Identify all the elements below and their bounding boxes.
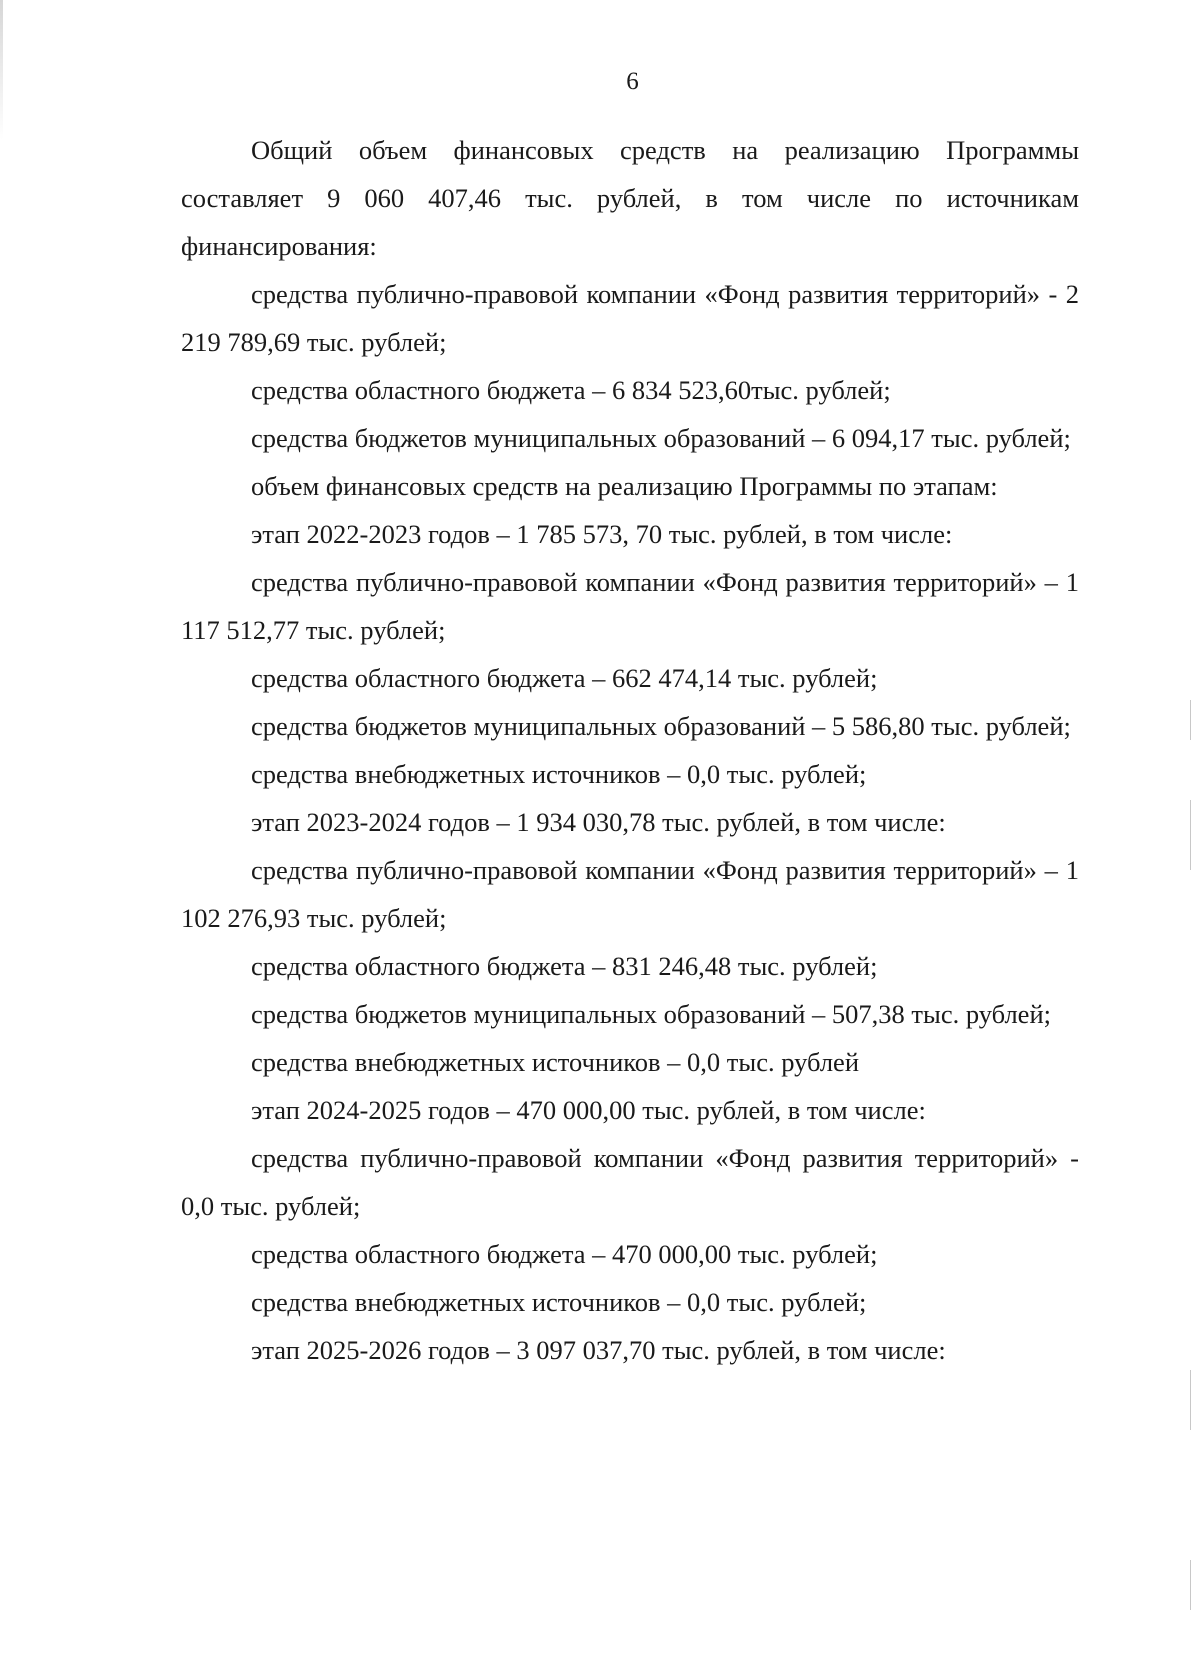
paragraph-stage1-municipal-budgets: средства бюджетов муниципальных образований – 5 586,80 тыс. рублей; <box>251 711 1071 741</box>
paragraph-total-funding: Общий объем финансовых средств на реализацию Программы составляет 9 060 407,46 тыс. рублей, в том числе по источникам финансирования: <box>181 135 1079 261</box>
paragraph-stage2-regional-budget: средства областного бюджета – 831 246,48 тыс. рублей; <box>251 951 878 981</box>
paragraph-stage3-fund-territories: средства публично-правовой компании «Фонд развития территорий» - 0,0 тыс. рублей; <box>181 1143 1079 1221</box>
paragraph-stage-2022-2023: этап 2022-2023 годов – 1 785 573, 70 тыс. рублей, в том числе: <box>251 519 953 549</box>
paragraph-stage1-fund-territories: средства публично-правовой компании «Фонд развития территорий» – 1 117 512,77 тыс. рублей; <box>181 567 1079 645</box>
paragraph-stage1-regional-budget: средства областного бюджета – 662 474,14 тыс. рублей; <box>251 663 878 693</box>
scan-margin-mark <box>1190 1370 1191 1430</box>
paragraph-municipal-budgets: средства бюджетов муниципальных образований – 6 094,17 тыс. рублей; <box>251 423 1071 453</box>
paragraph-regional-budget: средства областного бюджета – 6 834 523,60тыс. рублей; <box>251 375 891 405</box>
paragraph-stage-2023-2024: этап 2023-2024 годов – 1 934 030,78 тыс. рублей, в том числе: <box>251 807 946 837</box>
paragraph-stage-2024-2025: этап 2024-2025 годов – 470 000,00 тыс. рублей, в том числе: <box>251 1095 926 1125</box>
scan-margin-mark <box>1190 800 1191 870</box>
paragraph-stage2-extrabudgetary: средства внебюджетных источников – 0,0 тыс. рублей <box>251 1047 859 1077</box>
paragraph-stage3-extrabudgetary: средства внебюджетных источников – 0,0 тыс. рублей; <box>251 1287 867 1317</box>
paragraph-stage1-extrabudgetary: средства внебюджетных источников – 0,0 тыс. рублей; <box>251 759 867 789</box>
paragraph-stage2-fund-territories: средства публично-правовой компании «Фонд развития территорий» – 1 102 276,93 тыс. рублей; <box>181 855 1079 933</box>
scan-margin-mark <box>1190 1560 1191 1610</box>
paragraph-stage3-regional-budget: средства областного бюджета – 470 000,00 тыс. рублей; <box>251 1239 878 1269</box>
paragraph-stages-intro: объем финансовых средств на реализацию Программы по этапам: <box>251 471 998 501</box>
paragraph-fund-territories: средства публично-правовой компании «Фонд развития территорий» - 2 219 789,69 тыс. рублей; <box>181 279 1079 357</box>
document-body <box>181 126 1079 1374</box>
scan-margin-mark <box>1190 700 1191 740</box>
page-number: 6 <box>626 68 639 95</box>
paragraph-stage2-municipal-budgets: средства бюджетов муниципальных образований – 507,38 тыс. рублей; <box>251 999 1051 1029</box>
paragraph-stage-2025-2026: этап 2025-2026 годов – 3 097 037,70 тыс. рублей, в том числе: <box>251 1335 946 1365</box>
